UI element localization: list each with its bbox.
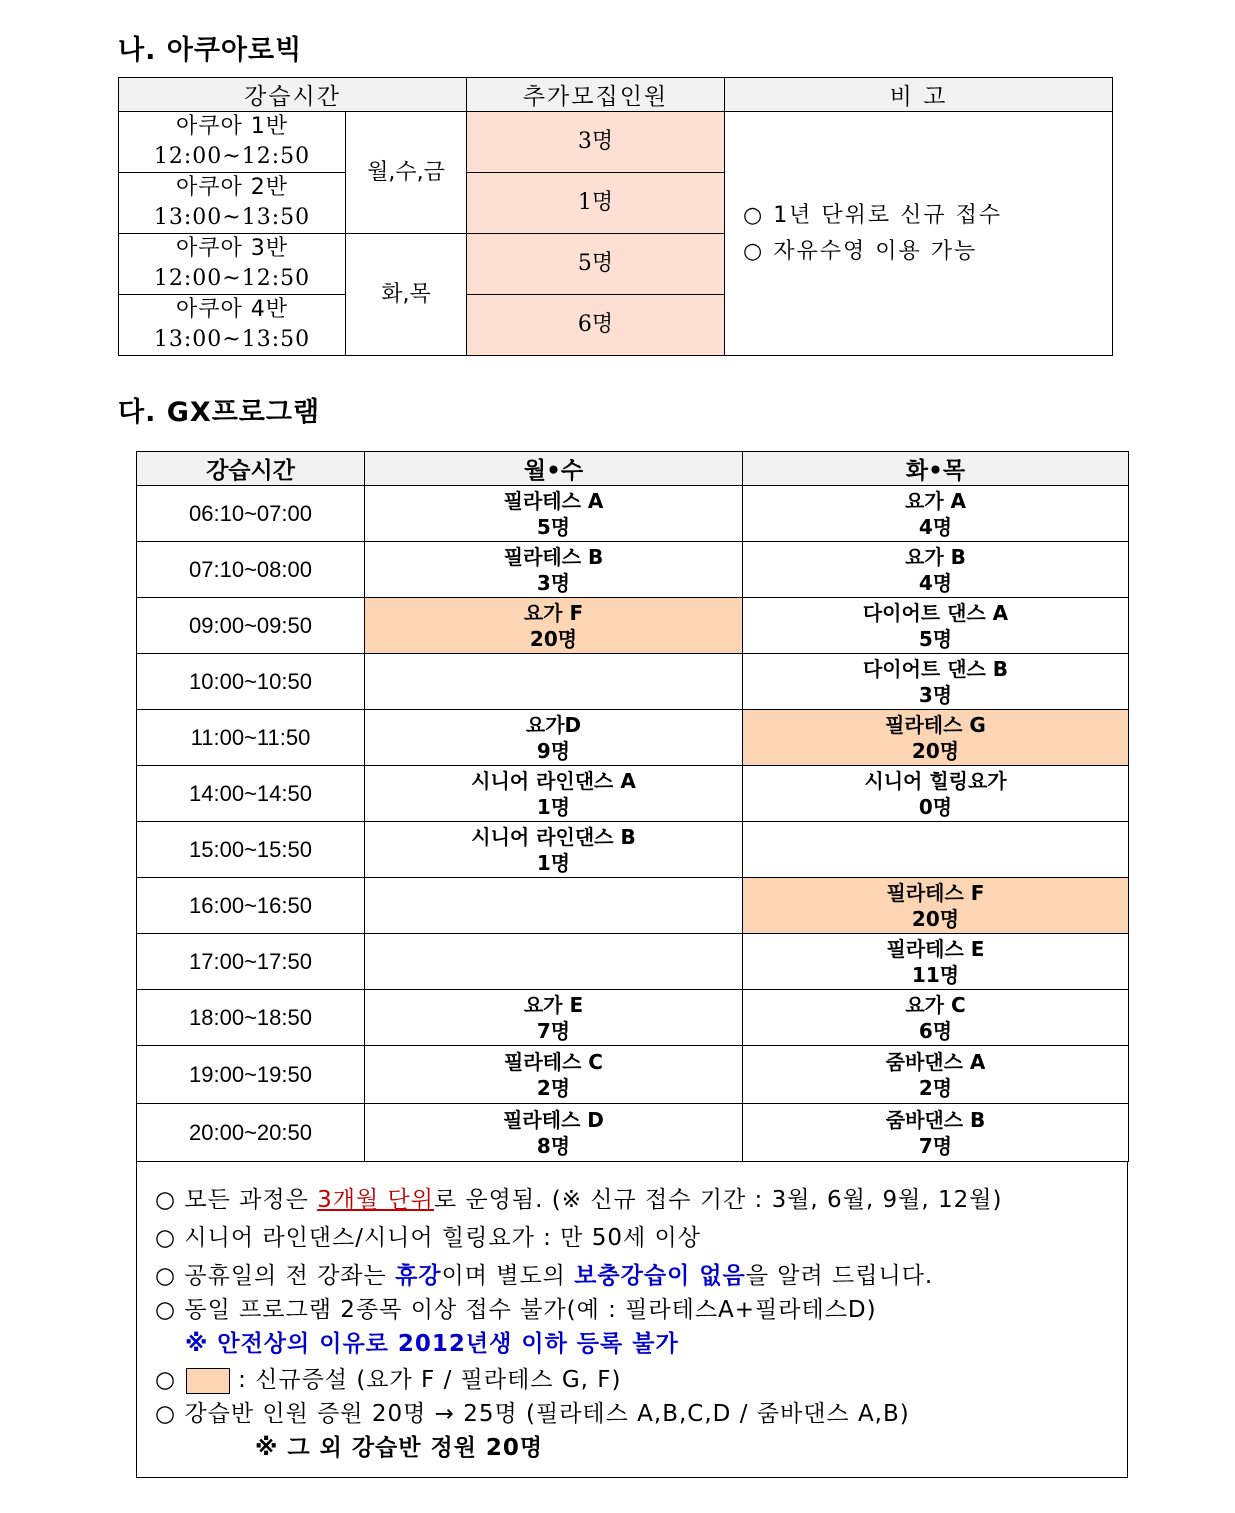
- gx-time: 09:00~09:50: [137, 598, 365, 654]
- gx-program-name: 필라테스 A: [503, 488, 604, 513]
- gx-program-cell: [743, 934, 1129, 990]
- gx-header-mon-wed: 월•수: [365, 452, 743, 486]
- gx-program-count: 3명: [918, 682, 953, 707]
- gx-program-cell: [365, 710, 743, 766]
- gx-time: 14:00~14:50: [137, 766, 365, 822]
- gx-program-name: 필라테스 G: [885, 712, 986, 737]
- gx-program-count: 3명: [536, 570, 571, 595]
- gx-program-cell: [365, 598, 743, 654]
- aqua-class-cell: [119, 295, 346, 356]
- gx-program-count: 6명: [918, 1018, 953, 1043]
- aqua-class-time: 13:00~13:50: [153, 327, 311, 352]
- gx-program-cell: [743, 766, 1129, 822]
- gx-program-name: 다이어트 댄스 A: [862, 600, 1009, 625]
- gx-program-name: 요가D: [525, 712, 582, 737]
- aqua-class-name: 아쿠아 4반: [176, 297, 288, 322]
- note-safety: ※ 안전상의 이유로 2012년생 이하 등록 불가: [185, 1331, 679, 1357]
- gx-program-cell: [365, 1046, 743, 1104]
- gx-program-cell: [743, 878, 1129, 934]
- gx-header-time: 강습시간: [137, 452, 365, 486]
- aqua-count: 5명: [467, 234, 725, 295]
- gx-program-count: 4명: [918, 570, 953, 595]
- table-row: [137, 990, 1129, 1046]
- aqua-class-name: 아쿠아 2반: [176, 175, 288, 200]
- gx-program-count: 7명: [918, 1133, 953, 1158]
- gx-time: 16:00~16:50: [137, 878, 365, 934]
- table-row: [137, 822, 1129, 878]
- gx-program-name: 시니어 힐링요가: [864, 768, 1007, 793]
- gx-program-name: 요가 E: [523, 992, 584, 1017]
- gx-program-cell: [365, 934, 743, 990]
- gx-program-cell: [743, 1104, 1129, 1162]
- gx-program-cell: [365, 822, 743, 878]
- gx-program-cell: [365, 1104, 743, 1162]
- gx-program-name: 요가 A: [904, 488, 967, 513]
- gx-program-name: 요가 B: [905, 544, 966, 569]
- gx-time: 07:10~08:00: [137, 542, 365, 598]
- aqua-note: ○ 1년 단위로 신규 접수: [743, 202, 1003, 228]
- gx-program-name: 줌바댄스 A: [885, 1049, 986, 1074]
- aqua-class-name: 아쿠아 3반: [176, 236, 288, 261]
- notes-box: [136, 1161, 1128, 1478]
- gx-program-cell: [365, 878, 743, 934]
- gx-program-count: 5명: [918, 626, 953, 651]
- gx-program-cell: [743, 990, 1129, 1046]
- table-row: [137, 598, 1129, 654]
- section-title-gx: 다. GX프로그램: [118, 397, 321, 428]
- gx-program-name: 필라테스 F: [886, 880, 985, 905]
- aqua-header-count: 추가모집인원: [467, 78, 725, 112]
- table-row: [137, 934, 1129, 990]
- gx-program-count: 8명: [536, 1133, 571, 1158]
- gx-program-name: 시니어 라인댄스 B: [471, 824, 636, 849]
- gx-program-cell: [743, 598, 1129, 654]
- gx-time: 10:00~10:50: [137, 654, 365, 710]
- note-capacity: ○ 강습반 인원 증원 20명 → 25명 (필라테스 A,B,C,D / 줌바댄스 A,B): [155, 1401, 910, 1427]
- gx-program-cell: [743, 822, 1129, 878]
- note-text: 을 알려 드립니다.: [745, 1263, 934, 1289]
- gx-program-name: 줌바댄스 B: [885, 1107, 986, 1132]
- table-row: [137, 486, 1129, 542]
- note-term: [155, 1181, 1002, 1214]
- aqua-days: 월,수,금: [346, 112, 467, 234]
- gx-program-count: 4명: [918, 514, 953, 539]
- aqua-count: 3명: [467, 112, 725, 173]
- gx-time: 11:00~11:50: [137, 710, 365, 766]
- gx-program-name: 필라테스 B: [503, 544, 604, 569]
- gx-program-count: 11명: [911, 962, 960, 987]
- gx-program-cell: [365, 990, 743, 1046]
- gx-program-count: 20명: [529, 626, 578, 651]
- note-legend: [155, 1361, 621, 1394]
- gx-program-name: 다이어트 댄스 B: [862, 656, 1009, 681]
- gx-program-name: 필라테스 C: [504, 1049, 603, 1074]
- note-bullet: ○: [155, 1367, 177, 1393]
- note-text: ○ 공휴일의 전 강좌는: [155, 1263, 396, 1289]
- note-text: 로 운영됨. (※ 신규 접수 기간 : 3월, 6월, 9월, 12월): [433, 1187, 1003, 1213]
- table-row: [137, 1046, 1129, 1104]
- gx-table: [136, 451, 1129, 1162]
- gx-program-count: 2명: [536, 1075, 571, 1100]
- gx-program-cell: [743, 710, 1129, 766]
- aqua-header-note: 비 고: [725, 78, 1113, 112]
- gx-time: 15:00~15:50: [137, 822, 365, 878]
- aqua-header-row: [119, 78, 1113, 112]
- gx-time: 06:10~07:00: [137, 486, 365, 542]
- table-row: [137, 878, 1129, 934]
- gx-program-cell: [743, 486, 1129, 542]
- note-text: : 신규증설 (요가 F / 필라테스 G, F): [238, 1367, 622, 1393]
- aqua-count: 6명: [467, 295, 725, 356]
- gx-program-count: 2명: [918, 1075, 953, 1100]
- table-row: [137, 766, 1129, 822]
- table-row: [137, 1104, 1129, 1162]
- note-text: ○ 모든 과정은: [155, 1187, 318, 1213]
- table-row: [137, 710, 1129, 766]
- aqua-note: ○ 자유수영 이용 가능: [743, 238, 978, 264]
- gx-header-row: [137, 452, 1129, 486]
- gx-program-name: 필라테스 E: [886, 936, 985, 961]
- table-row: [137, 542, 1129, 598]
- gx-time: 20:00~20:50: [137, 1104, 365, 1162]
- gx-program-count: 1명: [536, 794, 571, 819]
- aqua-note-cell: [725, 112, 1113, 356]
- gx-program-count: 20명: [911, 738, 960, 763]
- note-highlight-blue: 보충강습이 없음: [574, 1263, 746, 1289]
- table-row: [119, 112, 1113, 173]
- gx-program-count: 5명: [536, 514, 571, 539]
- gx-program-cell: [365, 542, 743, 598]
- aqua-class-time: 12:00~12:50: [153, 144, 311, 169]
- section-title-aqua: 나. 아쿠아로빅: [118, 35, 303, 66]
- aqua-class-name: 아쿠아 1반: [176, 114, 288, 139]
- note-capacity-other: ※ 그 외 강습반 정원 20명: [255, 1435, 544, 1461]
- table-row: [137, 654, 1129, 710]
- aqua-class-time: 13:00~13:50: [153, 205, 311, 230]
- gx-program-name: 요가 F: [523, 600, 584, 625]
- gx-program-name: 요가 C: [905, 992, 966, 1017]
- gx-program-cell: [365, 766, 743, 822]
- note-highlight-blue: 휴강: [395, 1263, 442, 1289]
- gx-program-count: 0명: [918, 794, 953, 819]
- note-duplicate: ○ 동일 프로그램 2종목 이상 접수 불가(예 : 필라테스A+필라테스D): [155, 1297, 877, 1323]
- aqua-count: 1명: [467, 173, 725, 234]
- gx-program-count: 7명: [536, 1018, 571, 1043]
- aqua-class-cell: [119, 173, 346, 234]
- gx-program-name: 시니어 라인댄스 A: [471, 768, 636, 793]
- note-highlight-red: 3개월 단위: [317, 1187, 434, 1213]
- note-holiday: [155, 1257, 933, 1290]
- aqua-class-cell: [119, 234, 346, 295]
- note-senior: ○ 시니어 라인댄스/시니어 힐링요가 : 만 50세 이상: [155, 1225, 701, 1251]
- aqua-table: [118, 77, 1113, 356]
- gx-header-tue-thu: 화•목: [743, 452, 1129, 486]
- gx-time: 19:00~19:50: [137, 1046, 365, 1104]
- note-text: 이며 별도의: [441, 1263, 575, 1289]
- aqua-days: 화,목: [346, 234, 467, 356]
- gx-program-cell: [743, 654, 1129, 710]
- aqua-class-time: 12:00~12:50: [153, 266, 311, 291]
- aqua-header-time: 강습시간: [119, 78, 467, 112]
- gx-program-count: 9명: [536, 738, 571, 763]
- gx-program-count: 1명: [536, 850, 571, 875]
- gx-program-name: 필라테스 D: [503, 1107, 604, 1132]
- gx-program-cell: [365, 654, 743, 710]
- gx-program-cell: [365, 486, 743, 542]
- gx-program-cell: [743, 1046, 1129, 1104]
- gx-time: 17:00~17:50: [137, 934, 365, 990]
- aqua-class-cell: [119, 112, 346, 173]
- gx-program-cell: [743, 542, 1129, 598]
- legend-swatch: [186, 1368, 230, 1394]
- gx-program-count: 20명: [911, 906, 960, 931]
- gx-time: 18:00~18:50: [137, 990, 365, 1046]
